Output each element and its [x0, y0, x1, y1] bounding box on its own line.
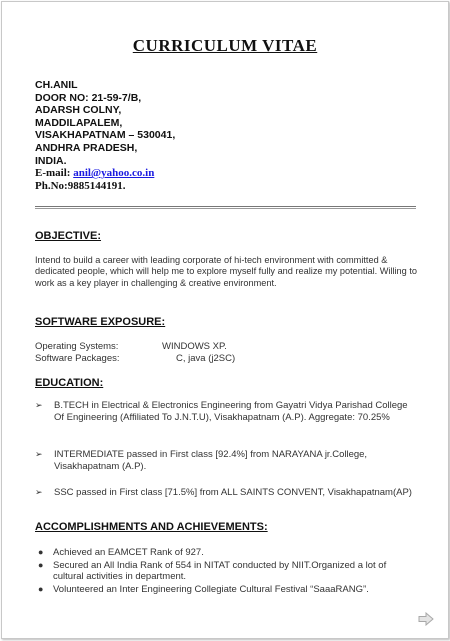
- round-bullet-icon: ●: [38, 560, 44, 570]
- education-item-text: B.TECH in Electrical & Electronics Engineering from Gayatri Vidya Parishad College Of Engineering (Affiliated To J.N.T.U), Visakhapatnam (A.P). Aggregate: 70.25%: [54, 400, 408, 423]
- arrow-bullet-icon: ➢: [35, 487, 43, 497]
- objective-text: Intend to build a career with leading corporate of hi-tech environment with committed & dedicated people, which will help me to explore myself fully and realize my potential. Willing to work as a key player in challenging & creative environment.: [35, 255, 417, 288]
- accomplishments-heading: ACCOMPLISHMENTS AND ACHIEVEMENTS:: [35, 521, 268, 533]
- arrow-bullet-icon: ➢: [35, 449, 43, 459]
- accomplishment-item-text: Volunteered an Inter Engineering Collegiate Cultural Festival “SaaaRANG”.: [53, 584, 369, 595]
- contact-address-line: VISAKHAPATNAM – 530041,: [35, 129, 176, 142]
- accomplishment-item: [35, 560, 417, 582]
- document-title: CURRICULUM VITAE: [132, 36, 318, 55]
- accomplishment-item-text: Achieved an EAMCET Rank of 927.: [53, 547, 204, 558]
- contact-address-line: ADARSH COLNY,: [35, 104, 122, 117]
- education-item: [35, 449, 417, 472]
- accomplishment-item: [35, 584, 417, 595]
- software-row-packages: [35, 353, 236, 364]
- objective-heading: OBJECTIVE:: [35, 230, 102, 242]
- contact-name: CH.ANIL: [35, 79, 78, 91]
- contact-address-line: MADDILAPALEM,: [35, 116, 123, 129]
- software-value: WINDOWS XP.: [162, 341, 227, 352]
- contact-block: [35, 79, 175, 192]
- accomplishment-item-text: Secured an All India Rank of 554 in NITAT conducted by NIIT.Organized a lot of cultural activities in department.: [53, 560, 387, 582]
- arrow-bullet-icon: ➢: [35, 400, 43, 410]
- education-item: [35, 487, 417, 499]
- software-label: Operating Systems:: [35, 341, 119, 352]
- software-value: C, java (j2SC): [176, 353, 236, 364]
- section-divider: [35, 206, 416, 209]
- round-bullet-icon: ●: [38, 584, 44, 594]
- next-page-arrow-icon[interactable]: [418, 612, 434, 626]
- contact-address-line: ANDHRA PRADESH,: [35, 141, 138, 154]
- email-label: E-mail:: [35, 167, 74, 180]
- phone-number: Ph.No:9885144191.: [35, 179, 126, 192]
- education-item: [35, 400, 417, 423]
- email-line: [35, 167, 175, 180]
- document-page: [1, 1, 449, 639]
- education-item-text: INTERMEDIATE passed in First class [92.4%] from NARAYANA jr.College, Visakhapatnam (A.P).: [54, 449, 368, 472]
- round-bullet-icon: ●: [38, 547, 44, 557]
- email-link[interactable]: anil@yahoo.co.in: [73, 167, 155, 180]
- software-row-os: [35, 341, 227, 352]
- education-item-text: SSC passed in First class [71.5%] from ALL SAINTS CONVENT, Visakhapatnam(AP): [54, 487, 412, 498]
- contact-country: INDIA.: [35, 154, 67, 167]
- education-heading: EDUCATION:: [35, 377, 104, 389]
- accomplishment-item: [35, 547, 417, 558]
- software-heading: SOFTWARE EXPOSURE:: [35, 316, 166, 328]
- software-label: Software Packages:: [35, 353, 120, 364]
- contact-address-line: DOOR NO: 21-59-7/B,: [35, 91, 142, 104]
